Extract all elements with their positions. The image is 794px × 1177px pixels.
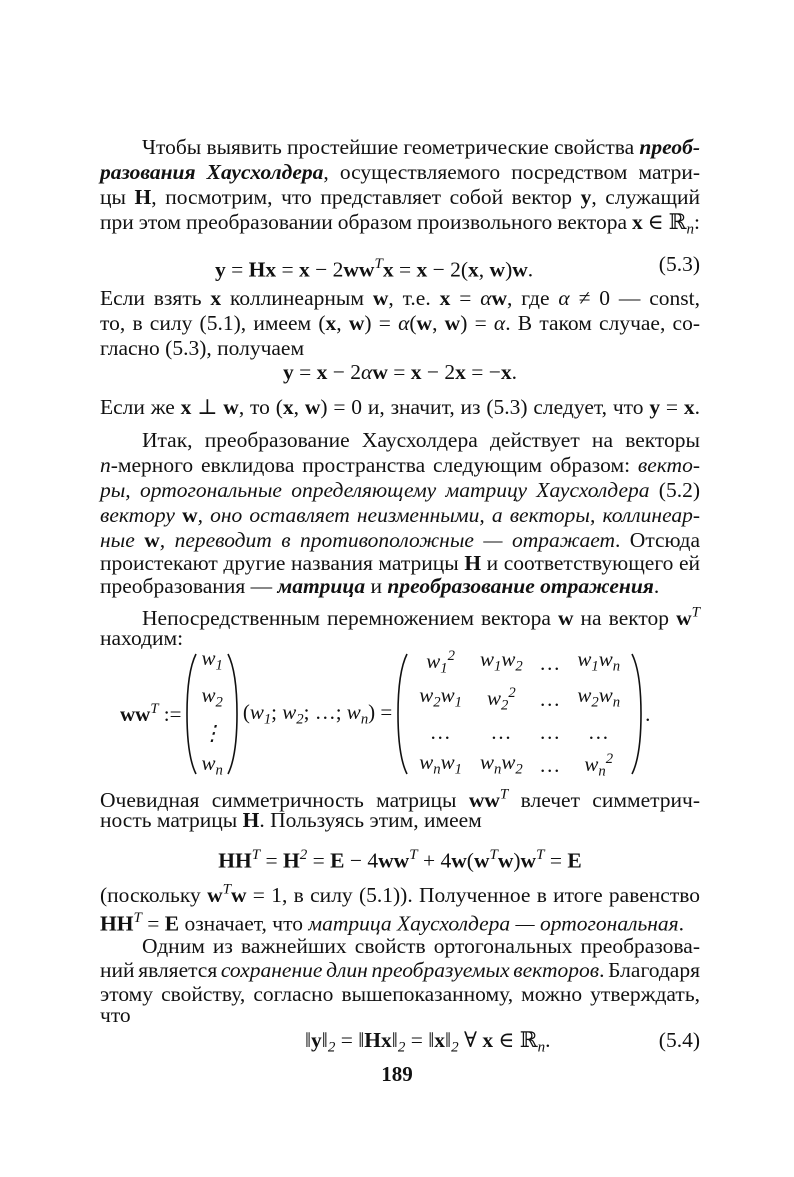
text-segment: , (432, 311, 445, 335)
text-segment: T (489, 847, 498, 863)
text-segment: ) = (460, 311, 494, 335)
text-segment: w (557, 606, 574, 631)
text-segment: w (577, 646, 592, 671)
text-segment: w (207, 883, 223, 908)
text-segment: w (348, 311, 365, 335)
period: . (645, 701, 651, 726)
text-segment: вектору (100, 503, 183, 527)
matrix-cell (471, 747, 532, 783)
text-segment: ные (100, 528, 145, 552)
text-segment: 2 (299, 847, 308, 863)
text-segment: преобразования — (100, 574, 278, 598)
text-segment: x (455, 360, 466, 384)
text-segment: + 4 (417, 848, 452, 873)
text-segment: ‖ (321, 1028, 328, 1052)
text-segment: , осуществляемого посредством матри- (323, 160, 701, 184)
text-line (100, 551, 700, 575)
text-segment: n (612, 694, 621, 711)
matrix-cell (568, 681, 629, 717)
text-line (100, 528, 700, 552)
text-segment: n (360, 711, 369, 728)
text-segment: ⊥ (191, 395, 224, 419)
text-segment: = (544, 848, 568, 873)
text-segment: 2 (591, 694, 599, 711)
text-segment: ний является (100, 958, 221, 982)
text-segment: x (500, 360, 512, 384)
text-line (100, 878, 700, 907)
left-paren (396, 652, 408, 776)
text-segment: 2 (508, 684, 516, 701)
text-segment: w (372, 360, 388, 384)
text-segment: (5.2) (649, 478, 700, 502)
equation-number: (5.4) (658, 1028, 700, 1052)
matrix-cell (471, 681, 532, 717)
text-segment: w (598, 683, 613, 708)
vector-entry (201, 748, 222, 785)
text-segment: ww (468, 788, 500, 813)
text-segment: матрица (277, 574, 366, 598)
text-segment: − 2 (327, 360, 362, 384)
text-segment: w (491, 286, 508, 310)
text-segment: Очевидная симметричность матрицы (100, 788, 469, 813)
result-matrix (410, 644, 629, 783)
text-segment: w (598, 646, 613, 671)
text-segment: . Пользуясь этим, имеем (259, 808, 482, 832)
text-segment: w (304, 395, 321, 419)
text-segment: Если взять (100, 286, 211, 310)
text-line (100, 478, 700, 502)
text-segment: , (336, 311, 349, 335)
text-segment: и (365, 574, 388, 598)
text-segment: матрица Хаусхолдера — ортогональная (308, 911, 679, 936)
text-segment: α (398, 311, 410, 335)
matrix-cell (410, 717, 471, 747)
text-segment: = (393, 257, 417, 282)
text-segment: ( (242, 699, 250, 724)
text-segment: E (330, 848, 345, 873)
text-segment: w (282, 699, 297, 724)
text-segment: 2 (515, 761, 523, 778)
text-segment: E (567, 848, 582, 873)
text-segment: x (468, 257, 479, 282)
text-segment: Если же (100, 395, 181, 419)
text-segment: ∈ ℝ (493, 1028, 538, 1052)
matrix-cell (568, 717, 629, 747)
text-segment: T (374, 256, 383, 272)
text-segment: n (598, 763, 606, 780)
text-line (100, 503, 700, 527)
text-segment: разования Хаусхолдера (100, 160, 324, 184)
text-segment: Итак, преобразование Хаусхолдера действует на векторы (142, 428, 700, 452)
text-segment: w (416, 311, 433, 335)
text-segment: Hx (364, 1028, 392, 1052)
text-segment: w (230, 883, 247, 908)
text-segment: n (215, 762, 223, 779)
text-segment: ность матрицы (100, 808, 243, 832)
text-segment: Одним из важнейших свойств ортогональных преобразова- (142, 934, 700, 958)
text-line (142, 934, 700, 958)
text-segment: при этом преобразовании образом произвольного вектора (100, 210, 633, 234)
text-segment: = ‖ (335, 1028, 365, 1052)
text-segment: x (683, 395, 695, 419)
text-segment: … (540, 753, 560, 778)
text-segment: , (478, 257, 490, 282)
equation-body (305, 1028, 551, 1060)
text-segment: w (372, 286, 389, 310)
text-segment: ) (505, 257, 513, 282)
text-line (100, 185, 700, 209)
page-number: 189 (381, 1062, 413, 1086)
text-segment: w (346, 699, 361, 724)
text-segment: = (450, 286, 481, 310)
text-segment: , (293, 395, 305, 419)
text-segment: … (589, 720, 609, 745)
text-segment: α (361, 360, 373, 384)
text-segment: ) = 0 и, значит, из (5.3) следует, что (320, 395, 650, 419)
text-segment: 2 (447, 648, 455, 665)
text-segment: n (493, 761, 502, 778)
text-segment: ры, ортогональные определяющему матрицу Хаусхолдера (100, 478, 650, 502)
text-segment: − 4 (344, 848, 379, 873)
text-segment: T (251, 847, 261, 863)
text-segment: ⋮ (201, 720, 223, 745)
text-segment: w (486, 685, 501, 710)
text-segment: ww (120, 702, 151, 727)
text-segment: T (150, 700, 159, 717)
text-segment: = (225, 257, 249, 282)
text-segment: n (612, 658, 621, 675)
text-segment: ‖ (445, 1028, 452, 1052)
text-segment: w (479, 646, 494, 671)
text-segment: = (293, 360, 317, 384)
text-segment: преоб- (639, 135, 700, 159)
text-segment: HH (100, 911, 134, 936)
text-segment: w (577, 683, 592, 708)
text-segment: 2 (397, 1039, 406, 1056)
text-segment: w (676, 606, 692, 631)
text-segment: ∈ ℝ (642, 210, 687, 234)
text-segment: , то ( (238, 395, 283, 419)
equation (100, 843, 700, 872)
equation-number: (5.3) (658, 252, 700, 276)
text-line (142, 135, 700, 159)
text-segment: w (201, 683, 216, 708)
text-segment: 1 (454, 694, 462, 711)
text-segment: H (283, 848, 300, 873)
text-segment: влечет симметрич- (508, 788, 700, 813)
text-segment: x (325, 311, 337, 335)
text-segment: … (431, 720, 450, 745)
text-segment: H (134, 185, 152, 209)
matrix-cell (532, 681, 569, 717)
text-segment: Чтобы выявить простейшие геометрические свойства (142, 135, 640, 159)
left-paren (185, 652, 197, 776)
text-segment: то, в силу (5.1), имеем ( (100, 311, 326, 335)
text-segment: w (444, 311, 461, 335)
vector-entry (202, 718, 223, 748)
text-segment: x (180, 395, 192, 419)
text-segment: ) = (364, 311, 399, 335)
text-segment: = (387, 360, 411, 384)
text-segment: . В таком случае, со- (505, 311, 701, 335)
text-segment: w (451, 848, 467, 873)
text-segment: w (419, 683, 434, 708)
text-line (100, 574, 700, 598)
text-segment: преобразование отражения (387, 574, 654, 598)
text-segment: w (223, 395, 239, 419)
text-line (100, 210, 700, 242)
text-segment: 2 (296, 711, 304, 728)
text-segment: 1 (454, 761, 462, 778)
text-segment: коллинеарным (221, 286, 373, 310)
text-segment: w (440, 749, 455, 774)
text-segment: цы (100, 185, 135, 209)
text-segment: w (426, 649, 441, 674)
text-segment: y (215, 257, 226, 282)
text-segment: ) (513, 848, 521, 873)
text-line (100, 453, 700, 477)
text-line (100, 286, 700, 310)
text-segment: w (501, 749, 516, 774)
text-segment: ( (466, 848, 474, 873)
text-segment: = ‖ (405, 1028, 435, 1052)
text-segment: w (473, 848, 490, 873)
matrix-cell (532, 717, 569, 747)
text-segment: w (512, 257, 528, 282)
text-segment: находим: (100, 626, 184, 650)
text-segment: гласно (5.3), получаем (100, 336, 305, 360)
text-segment: T (536, 847, 545, 863)
text-segment: и соответствующего ей (481, 551, 700, 575)
text-segment: ww (343, 257, 375, 282)
text-segment: = (141, 911, 165, 936)
text-segment: x (282, 395, 294, 419)
text-segment: − 2 (309, 257, 344, 282)
matrix-cell (410, 681, 471, 717)
text-segment: сохранение длин преобразуемых векторов (220, 958, 600, 982)
text-segment: H (242, 808, 260, 832)
matrix-cell (471, 644, 532, 680)
matrix-cell (471, 717, 532, 747)
text-segment: 1 (591, 658, 599, 675)
text-segment: α (480, 286, 492, 310)
text-segment: x (434, 1028, 446, 1052)
text-segment: Непосредственным перемножением вектора (142, 606, 558, 631)
text-segment: этому свойству, согласно вышепоказанному, можно утверждать, (100, 982, 700, 1006)
text-segment: . Отсюда (614, 528, 700, 552)
text-segment: y (580, 185, 592, 209)
text-segment: … (540, 687, 560, 711)
text-segment: ( (409, 311, 417, 335)
text-segment: -мерного евклидова пространства следующим образом: (110, 453, 638, 477)
text-segment: 2 (433, 694, 441, 711)
text-segment: x (316, 360, 328, 384)
text-segment: E (164, 911, 180, 936)
text-segment: x (439, 286, 451, 310)
text-segment: 2 (605, 751, 614, 768)
matrix-cell (568, 747, 629, 783)
text-segment: , посмотрим, что представляет собой вектор (151, 185, 581, 209)
text-segment: ; (271, 699, 283, 724)
text-segment: = − (465, 360, 501, 384)
text-segment: на вектор (573, 606, 677, 631)
text-segment: ≠ 0 — const, (569, 286, 701, 310)
text-segment: ) = (368, 699, 393, 724)
text-segment: α (493, 311, 506, 335)
text-segment: . (527, 257, 534, 282)
text-segment: HH (218, 848, 252, 873)
text-segment: ww (378, 848, 410, 873)
matrix-cell (568, 644, 629, 680)
text-segment: , оно оставляет неизменными, а векторы, коллинеар- (197, 503, 700, 527)
text-segment: означает, что (179, 911, 309, 936)
text-segment: . (653, 574, 660, 598)
text-line (100, 395, 700, 419)
text-segment: = (276, 257, 300, 282)
text-segment: ; …; (303, 699, 347, 724)
text-line (100, 336, 700, 360)
text-segment: Hx (248, 257, 277, 282)
text-line (100, 160, 700, 184)
text-segment: … (540, 720, 560, 745)
text-segment: = (260, 848, 284, 873)
text-segment: x (482, 1028, 494, 1052)
equation-body (215, 252, 533, 281)
right-paren (227, 652, 239, 776)
text-line (100, 1003, 700, 1027)
text-segment: = (307, 848, 331, 873)
text-segment: T (499, 787, 509, 803)
text-line (100, 906, 700, 935)
text-segment: 2 (451, 1039, 459, 1056)
matrix-equation (120, 645, 651, 780)
text-segment: − 2( (427, 257, 469, 282)
text-segment: w (249, 699, 264, 724)
text-segment: w (584, 752, 599, 777)
text-segment: 2 (327, 1039, 336, 1056)
text-segment: . (511, 360, 518, 384)
text-segment: w (201, 750, 216, 775)
text-segment: y (311, 1028, 322, 1052)
text-line (100, 311, 700, 335)
text-segment: w (201, 645, 216, 670)
text-segment: : (694, 210, 700, 234)
vector-entry (201, 680, 222, 717)
text-segment: … (491, 720, 511, 745)
text-segment: w (489, 257, 506, 282)
text-segment: w (144, 528, 160, 552)
text-segment: w (419, 749, 434, 774)
text-segment: T (222, 882, 231, 898)
row-vector (243, 700, 392, 728)
text-segment: w (520, 848, 537, 873)
text-segment: x (382, 257, 394, 282)
text-segment: ‖ (305, 1028, 312, 1052)
text-segment: 2 (215, 694, 223, 711)
text-segment: , служащий (591, 185, 701, 209)
text-segment: x (299, 257, 310, 282)
text-segment: H (464, 551, 482, 575)
text-segment: проистекают другие названия матрицы (100, 551, 465, 575)
text-segment: 1 (440, 660, 448, 677)
matrix-cell (532, 644, 569, 680)
text-segment: w (479, 749, 494, 774)
text-segment: = (660, 395, 684, 419)
matrix-cell (532, 747, 569, 783)
text-segment: 1 (493, 658, 502, 675)
text-segment: T (691, 605, 700, 621)
column-vector (201, 643, 222, 785)
text-segment: T (133, 910, 142, 926)
text-segment: w (440, 683, 455, 708)
matrix-cell (410, 747, 471, 783)
text-segment: = 1, в силу (5.1)). Полученное в итоге равенство (246, 883, 700, 908)
text-segment: . Благодаря (599, 958, 700, 982)
text-segment: 2 (500, 697, 509, 714)
text-segment: . (694, 395, 700, 419)
text-segment: , переводит в противоположные — отражает (159, 528, 615, 552)
text-segment: α (558, 286, 570, 310)
text-segment: , т.е. (388, 286, 440, 310)
text-segment: x (632, 210, 643, 234)
text-segment: − 2 (421, 360, 456, 384)
text-segment: 1 (263, 711, 272, 728)
text-segment: w (182, 503, 198, 527)
equation (100, 360, 700, 384)
text-line (100, 808, 700, 832)
text-segment: y (649, 395, 661, 419)
text-segment: n (686, 221, 695, 238)
text-segment: ‖ (391, 1028, 398, 1052)
text-segment: . (678, 911, 685, 936)
text-segment: x (410, 360, 422, 384)
matrix-lhs (120, 701, 181, 727)
text-segment: := (158, 702, 182, 727)
text-segment: y (282, 360, 294, 384)
text-segment: что (100, 1003, 131, 1027)
text-line (100, 958, 700, 982)
text-segment: n (433, 761, 441, 778)
text-segment: x (416, 257, 428, 282)
text-segment: ∀ (458, 1028, 483, 1052)
text-segment: w (497, 848, 514, 873)
text-segment: 2 (515, 658, 523, 675)
text-segment: n (537, 1039, 546, 1056)
text-segment: … (540, 650, 560, 675)
text-segment: . (545, 1028, 551, 1052)
text-line (142, 428, 700, 452)
text-segment: T (409, 847, 418, 863)
text-segment: векто- (637, 453, 700, 477)
text-segment: n (100, 453, 111, 477)
text-segment: (поскольку (100, 883, 208, 908)
text-segment: , где (507, 286, 559, 310)
vector-entry (201, 643, 222, 680)
matrix-cell (410, 644, 471, 680)
text-segment: 1 (215, 657, 223, 674)
right-paren (631, 652, 643, 776)
text-segment: w (501, 646, 516, 671)
text-segment: x (210, 286, 222, 310)
